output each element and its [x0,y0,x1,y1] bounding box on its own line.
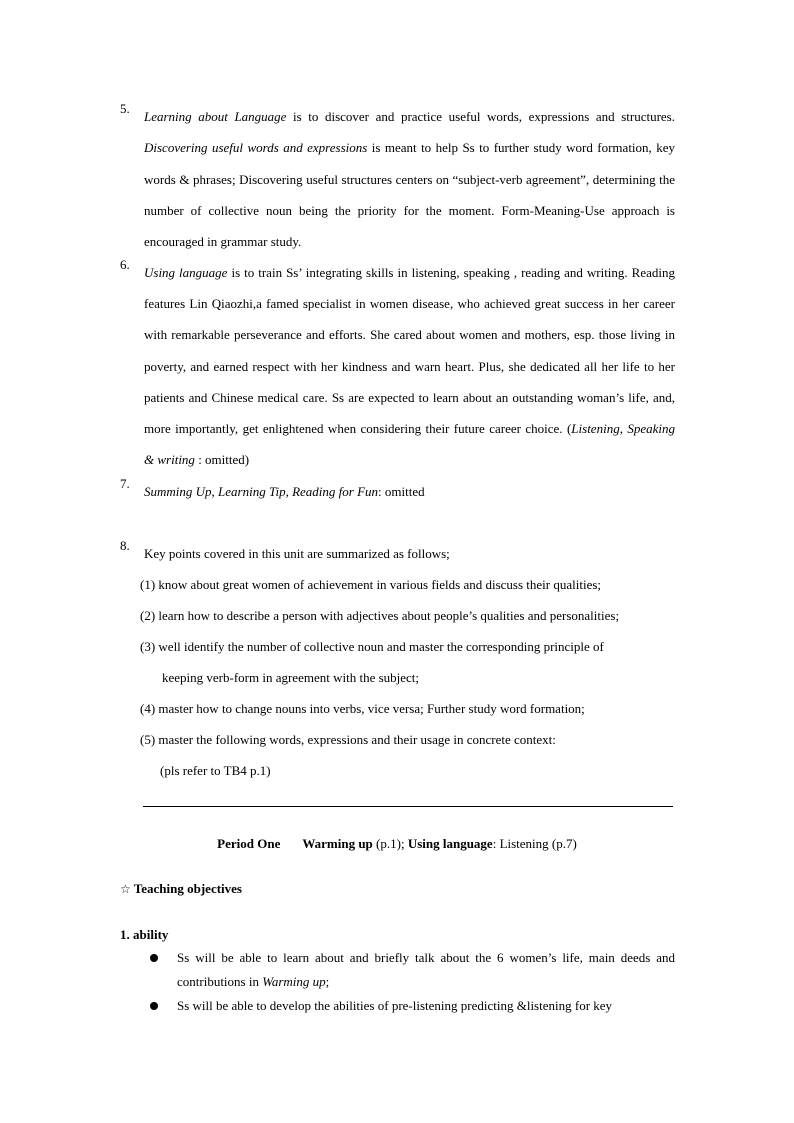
italic-phrase: Warming up [262,974,326,989]
text-run: ; [325,974,330,989]
key-points-list [140,569,675,786]
period-label: Period One [217,836,281,851]
text-run: Ss will be able to learn about and briefly talk about the 6 women’s life, main deeds and contributions in [177,950,675,989]
key-point-5: (5) master the following words, expressions and their usage in concrete context: [140,732,556,747]
italic-phrase: Using language [144,265,228,280]
italic-phrase: Learning about Language [144,109,287,124]
italic-phrase: Discovering useful words and expressions [144,140,368,156]
using-language-label: Using language [407,836,493,851]
bullet-text [177,946,675,994]
text-run: is meant to help Ss to further study word formation, key words & phrases; Discovering useful structures centers on “subject-verb agreement”, determining the number of collective noun being the priority for the moment. Form-Meaning-Use approach is encouraged in grammar study. [144,140,675,250]
item-text [144,476,675,507]
text-run: : omitted [378,484,425,499]
italic-phrase: Summing Up, Learning Tip, Reading for Fun [144,484,379,499]
bullet-icon [150,954,158,962]
key-point-1: (1) know about great women of achievement in various fields and discuss their qualities; [140,577,602,592]
list-item-7 [120,476,675,507]
objectives-title: Teaching objectives [133,881,242,896]
item-number: 8. [120,538,130,553]
warming-up-label: Warming up [302,836,373,851]
text-run: is to discover and practice useful words, expressions and structures. [286,109,675,124]
item-8-intro: Key points covered in this unit are summarized as follows; [144,546,450,561]
key-point-2: (2) learn how to describe a person with adjectives about people’s qualities and personalities; [140,608,620,623]
bullet-item-1 [120,946,675,994]
teaching-objectives-heading [120,879,242,899]
list-item-6 [120,257,675,475]
list-item-8 [120,538,675,569]
text-run: Ss will be able to develop the abilities of pre-listening predicting &listening for key [177,998,613,1013]
key-point-4: (4) master how to change nouns into verbs, vice versa; Further study word formation; [140,701,585,716]
item-number: 6. [120,257,130,272]
list-item-5 [120,101,675,257]
reference-note: (pls refer to TB4 p.1) [160,763,271,778]
bullet-item-2 [120,994,675,1018]
bullet-icon [150,1002,158,1010]
item-text [144,257,675,475]
item-number: 7. [120,476,130,491]
ability-heading: 1. ability [120,927,169,942]
star-icon: ☆ [120,882,131,896]
period-heading [0,834,794,854]
italic-phrase: Listening, Speaking & writing [144,421,676,468]
item-text [144,101,675,257]
bullet-text [177,994,675,1018]
text-run: is to train Ss’ integrating skills in listening, speaking , reading and writing. Reading features Lin Qiaozhi,a famed specialist in women disease, who achieved great success in her career with remarkable perseverance and efforts. She cared about women and mothers, esp. those living in poverty, and earned respect with her kindness and warn heart. Plus, she dedicated all her life to her patients and Chinese medical care. Ss are expected to learn about an outstanding woman’s life, and, more importantly, get enlightened when considering their future career choice. ( [144,265,675,437]
item-number: 5. [120,101,130,116]
key-point-3-continued: keeping verb-form in agreement with the subject; [162,670,420,685]
warming-up-ref: (p.1); [372,836,408,851]
key-point-3: (3) well identify the number of collective noun and master the corresponding principle of [140,639,604,654]
text-run: : omitted) [194,452,250,468]
horizontal-rule [143,806,673,807]
listening-ref: : Listening (p.7) [492,836,577,851]
